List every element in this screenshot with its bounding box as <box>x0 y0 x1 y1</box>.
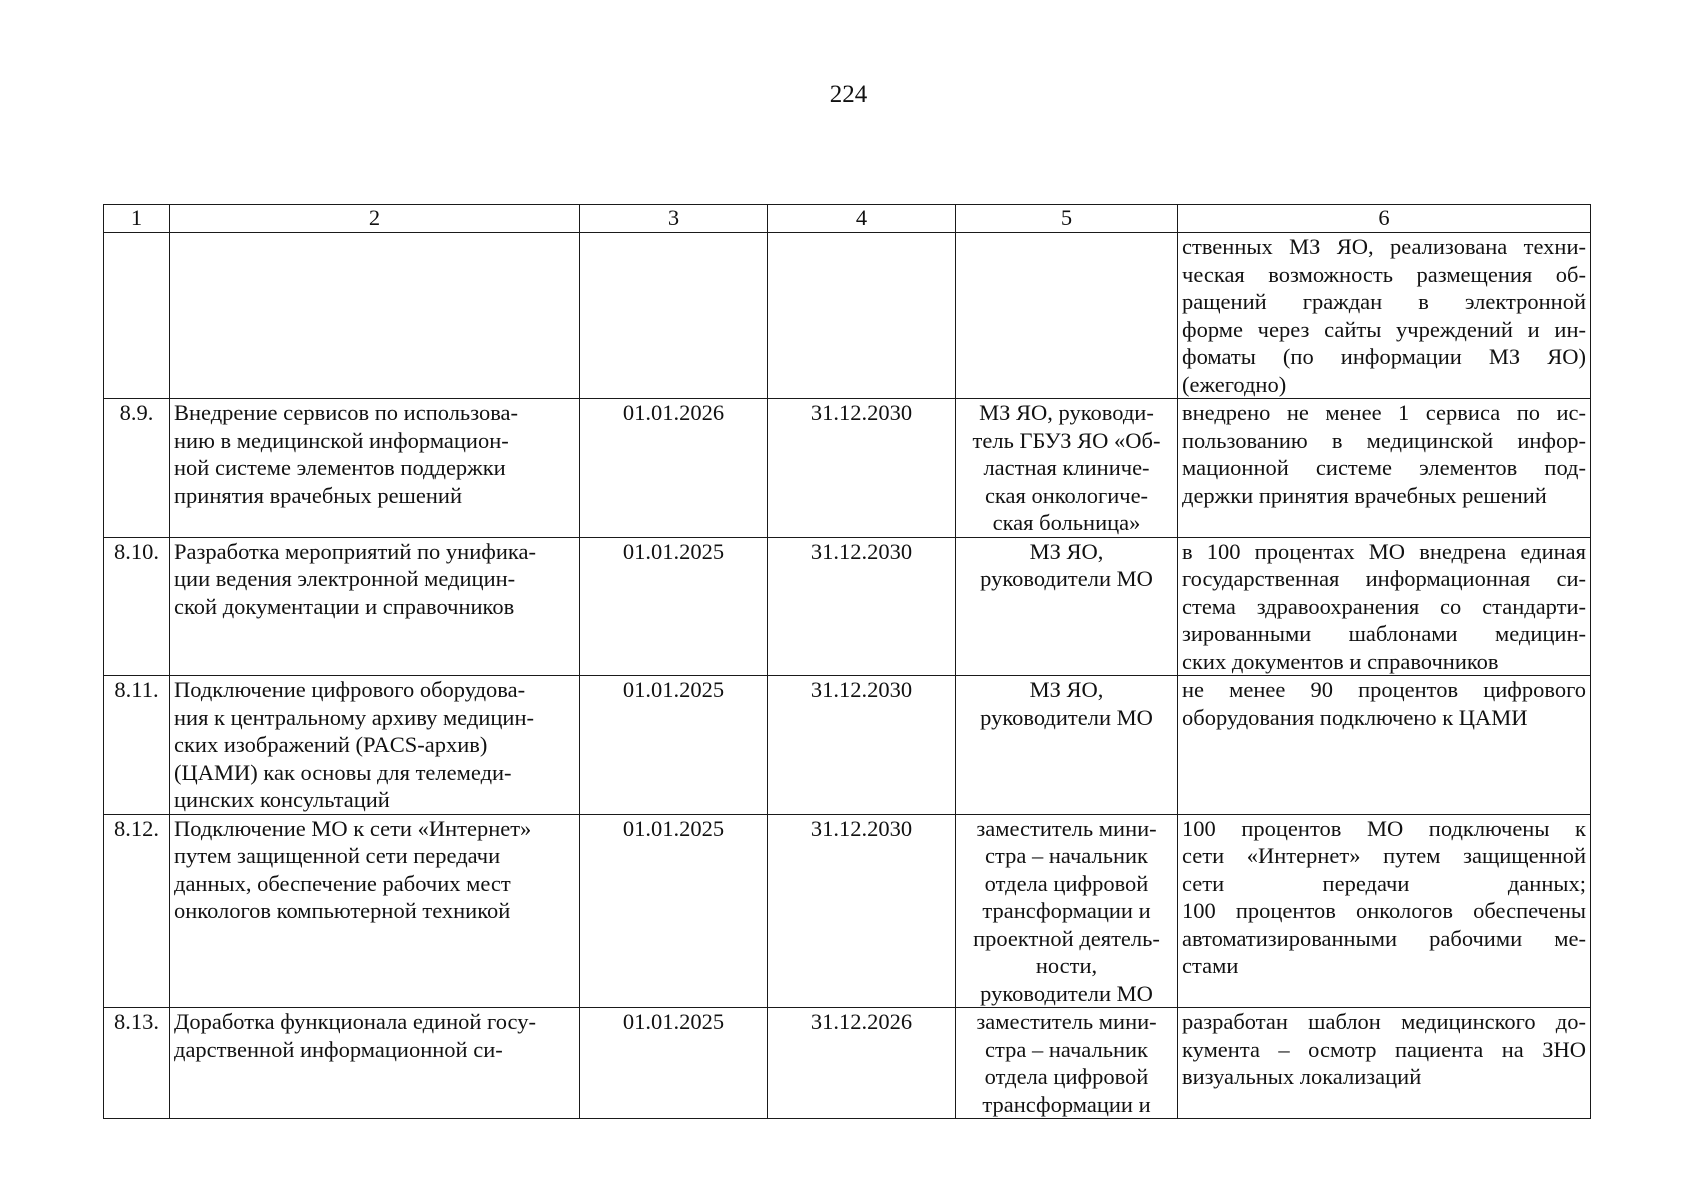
responsible-cell <box>956 814 1178 1008</box>
responsible-line: ская онкологиче- <box>984 482 1149 508</box>
measure-name-cell <box>170 814 580 1008</box>
result-line: не менее 90 процентов цифрового <box>1182 677 1586 702</box>
start-date-cell: 01.01.2025 <box>580 537 768 676</box>
start-date-cell: 01.01.2026 <box>580 399 768 538</box>
responsible-line: ности, <box>1035 953 1098 978</box>
result-line: государственная информационная си- <box>1182 566 1586 591</box>
measure-name-cell <box>170 233 580 399</box>
measure-name-line: ции ведения электронной медицин- <box>174 566 516 591</box>
result-line: в 100 процентах МО внедрена единая <box>1182 538 1586 564</box>
measure-name-line: дарственной информационной си- <box>174 1036 503 1062</box>
responsible-cell <box>956 537 1178 676</box>
table-body <box>104 233 1591 1119</box>
measure-name-line: данных, обеспечение рабочих мест <box>174 870 511 896</box>
result-line: мационной системе элементов под- <box>1182 455 1586 480</box>
measure-name-line: цинских консультаций <box>174 787 390 812</box>
item-number-cell <box>104 233 170 399</box>
end-date-cell: 31.12.2026 <box>768 1008 956 1119</box>
responsible-line: заместитель мини- <box>976 815 1157 841</box>
responsible-line: заместитель мини- <box>976 1009 1157 1034</box>
result-line: ращений граждан в электронной <box>1182 289 1586 314</box>
result-cell <box>1178 399 1591 538</box>
measure-name-line: путем защищенной сети передачи <box>174 843 501 868</box>
result-line: 100 процентов МО подключены к <box>1182 815 1586 841</box>
measure-name-line: Подключение МО к сети «Интернет» <box>174 815 532 841</box>
responsible-line: стра – начальник <box>985 843 1148 868</box>
result-cell <box>1178 814 1591 1008</box>
responsible-cell <box>956 399 1178 538</box>
item-number-cell: 8.11. <box>104 676 170 815</box>
column-header: 2 <box>170 205 580 233</box>
responsible-line: проектной деятель- <box>973 925 1160 951</box>
item-number-cell: 8.10. <box>104 537 170 676</box>
table-row <box>104 1008 1591 1119</box>
measure-name-line: принятия врачебных решений <box>174 482 462 508</box>
table-row <box>104 537 1591 676</box>
end-date-cell: 31.12.2030 <box>768 814 956 1008</box>
result-line: 100 процентов онкологов обеспечены <box>1182 898 1586 923</box>
responsible-line: отдела цифровой <box>984 1064 1149 1089</box>
start-date-cell: 01.01.2025 <box>580 1008 768 1119</box>
responsible-cell <box>956 233 1178 399</box>
result-line: зированными шаблонами медицин- <box>1182 621 1586 646</box>
start-date-cell <box>580 233 768 399</box>
column-header: 6 <box>1178 205 1591 233</box>
table-header-row <box>104 205 1591 233</box>
result-line: ческая возможность размещения об- <box>1182 261 1586 287</box>
responsible-cell <box>956 1008 1178 1119</box>
result-line: визуальных локализаций <box>1182 1064 1422 1089</box>
end-date-cell <box>768 233 956 399</box>
measure-name-cell <box>170 1008 580 1119</box>
measure-name-cell <box>170 676 580 815</box>
measure-name-line: (ЦАМИ) как основы для телемеди- <box>174 759 512 785</box>
start-date-cell: 01.01.2025 <box>580 814 768 1008</box>
result-cell <box>1178 537 1591 676</box>
measure-name-line: Разработка мероприятий по унифика- <box>174 538 536 564</box>
responsible-line: стра – начальник <box>985 1036 1148 1062</box>
measure-name-line: онкологов компьютерной техникой <box>174 898 511 923</box>
result-line: разработан шаблон медицинского до- <box>1182 1009 1586 1034</box>
end-date-cell: 31.12.2030 <box>768 399 956 538</box>
table-row <box>104 233 1591 399</box>
responsible-line: ская больница» <box>992 510 1141 535</box>
result-line: пользованию в медицинской инфор- <box>1182 427 1586 453</box>
start-date-cell: 01.01.2025 <box>580 676 768 815</box>
result-line: сети «Интернет» путем защищенной <box>1182 843 1586 868</box>
measure-name-line: Внедрение сервисов по использова- <box>174 400 519 425</box>
column-header: 4 <box>768 205 956 233</box>
page-number: 224 <box>829 81 868 108</box>
end-date-cell: 31.12.2030 <box>768 537 956 676</box>
result-line: форме через сайты учреждений и ин- <box>1182 316 1586 342</box>
responsible-line: трансформации и <box>982 898 1151 923</box>
result-line: держки принятия врачебных решений <box>1182 482 1547 508</box>
result-line: стема здравоохранения со стандарти- <box>1182 593 1586 619</box>
result-cell <box>1178 1008 1591 1119</box>
measure-name-line: Доработка функционала единой госу- <box>174 1009 536 1034</box>
result-line: автоматизированными рабочими ме- <box>1182 925 1586 951</box>
result-line: оборудования подключено к ЦАМИ <box>1182 704 1528 730</box>
responsible-line: руководители МО <box>980 980 1153 1006</box>
responsible-line: трансформации и <box>982 1091 1151 1117</box>
measure-name-line: ской документации и справочников <box>174 593 515 619</box>
result-cell <box>1178 233 1591 399</box>
end-date-cell: 31.12.2030 <box>768 676 956 815</box>
measure-name-cell <box>170 399 580 538</box>
item-number-cell: 8.9. <box>104 399 170 538</box>
item-number-cell: 8.12. <box>104 814 170 1008</box>
column-header: 1 <box>104 205 170 233</box>
result-line: внедрено не менее 1 сервиса по ис- <box>1182 400 1586 425</box>
measure-name-line: ния к центральному архиву медицин- <box>174 704 534 730</box>
responsible-line: руководители МО <box>980 704 1153 730</box>
table-row <box>104 814 1591 1008</box>
responsible-line: МЗ ЯО, руководи- <box>979 400 1154 425</box>
result-line: стами <box>1182 953 1239 978</box>
result-line: ских документов и справочников <box>1182 648 1499 674</box>
responsible-cell <box>956 676 1178 815</box>
result-cell <box>1178 676 1591 815</box>
plan-table <box>103 204 1591 1119</box>
responsible-line: отдела цифровой <box>984 870 1149 896</box>
responsible-line: МЗ ЯО, <box>1029 538 1104 564</box>
measure-name-line: ной системе элементов поддержки <box>174 455 506 480</box>
column-header: 5 <box>956 205 1178 233</box>
result-line: фоматы (по информации МЗ ЯО) <box>1182 344 1586 369</box>
result-line: кумента – осмотр пациента на ЗНО <box>1182 1036 1586 1062</box>
item-number-cell: 8.13. <box>104 1008 170 1119</box>
responsible-line: руководители МО <box>980 566 1153 591</box>
measure-name-line: нию в медицинской информацион- <box>174 427 509 453</box>
measure-name-line: Подключение цифрового оборудова- <box>174 677 526 702</box>
responsible-line: ластная клиниче- <box>983 455 1150 480</box>
table-row <box>104 399 1591 538</box>
responsible-line: тель ГБУЗ ЯО «Об- <box>972 427 1161 453</box>
result-line: сети передачи данных; <box>1182 870 1586 896</box>
measure-name-line: ских изображений (PACS-архив) <box>174 732 488 757</box>
responsible-line: МЗ ЯО, <box>1029 677 1104 702</box>
result-line: ственных МЗ ЯО, реализована техни- <box>1182 234 1586 259</box>
measure-name-cell <box>170 537 580 676</box>
table-row <box>104 676 1591 815</box>
result-line: (ежегодно) <box>1182 371 1287 397</box>
column-header: 3 <box>580 205 768 233</box>
